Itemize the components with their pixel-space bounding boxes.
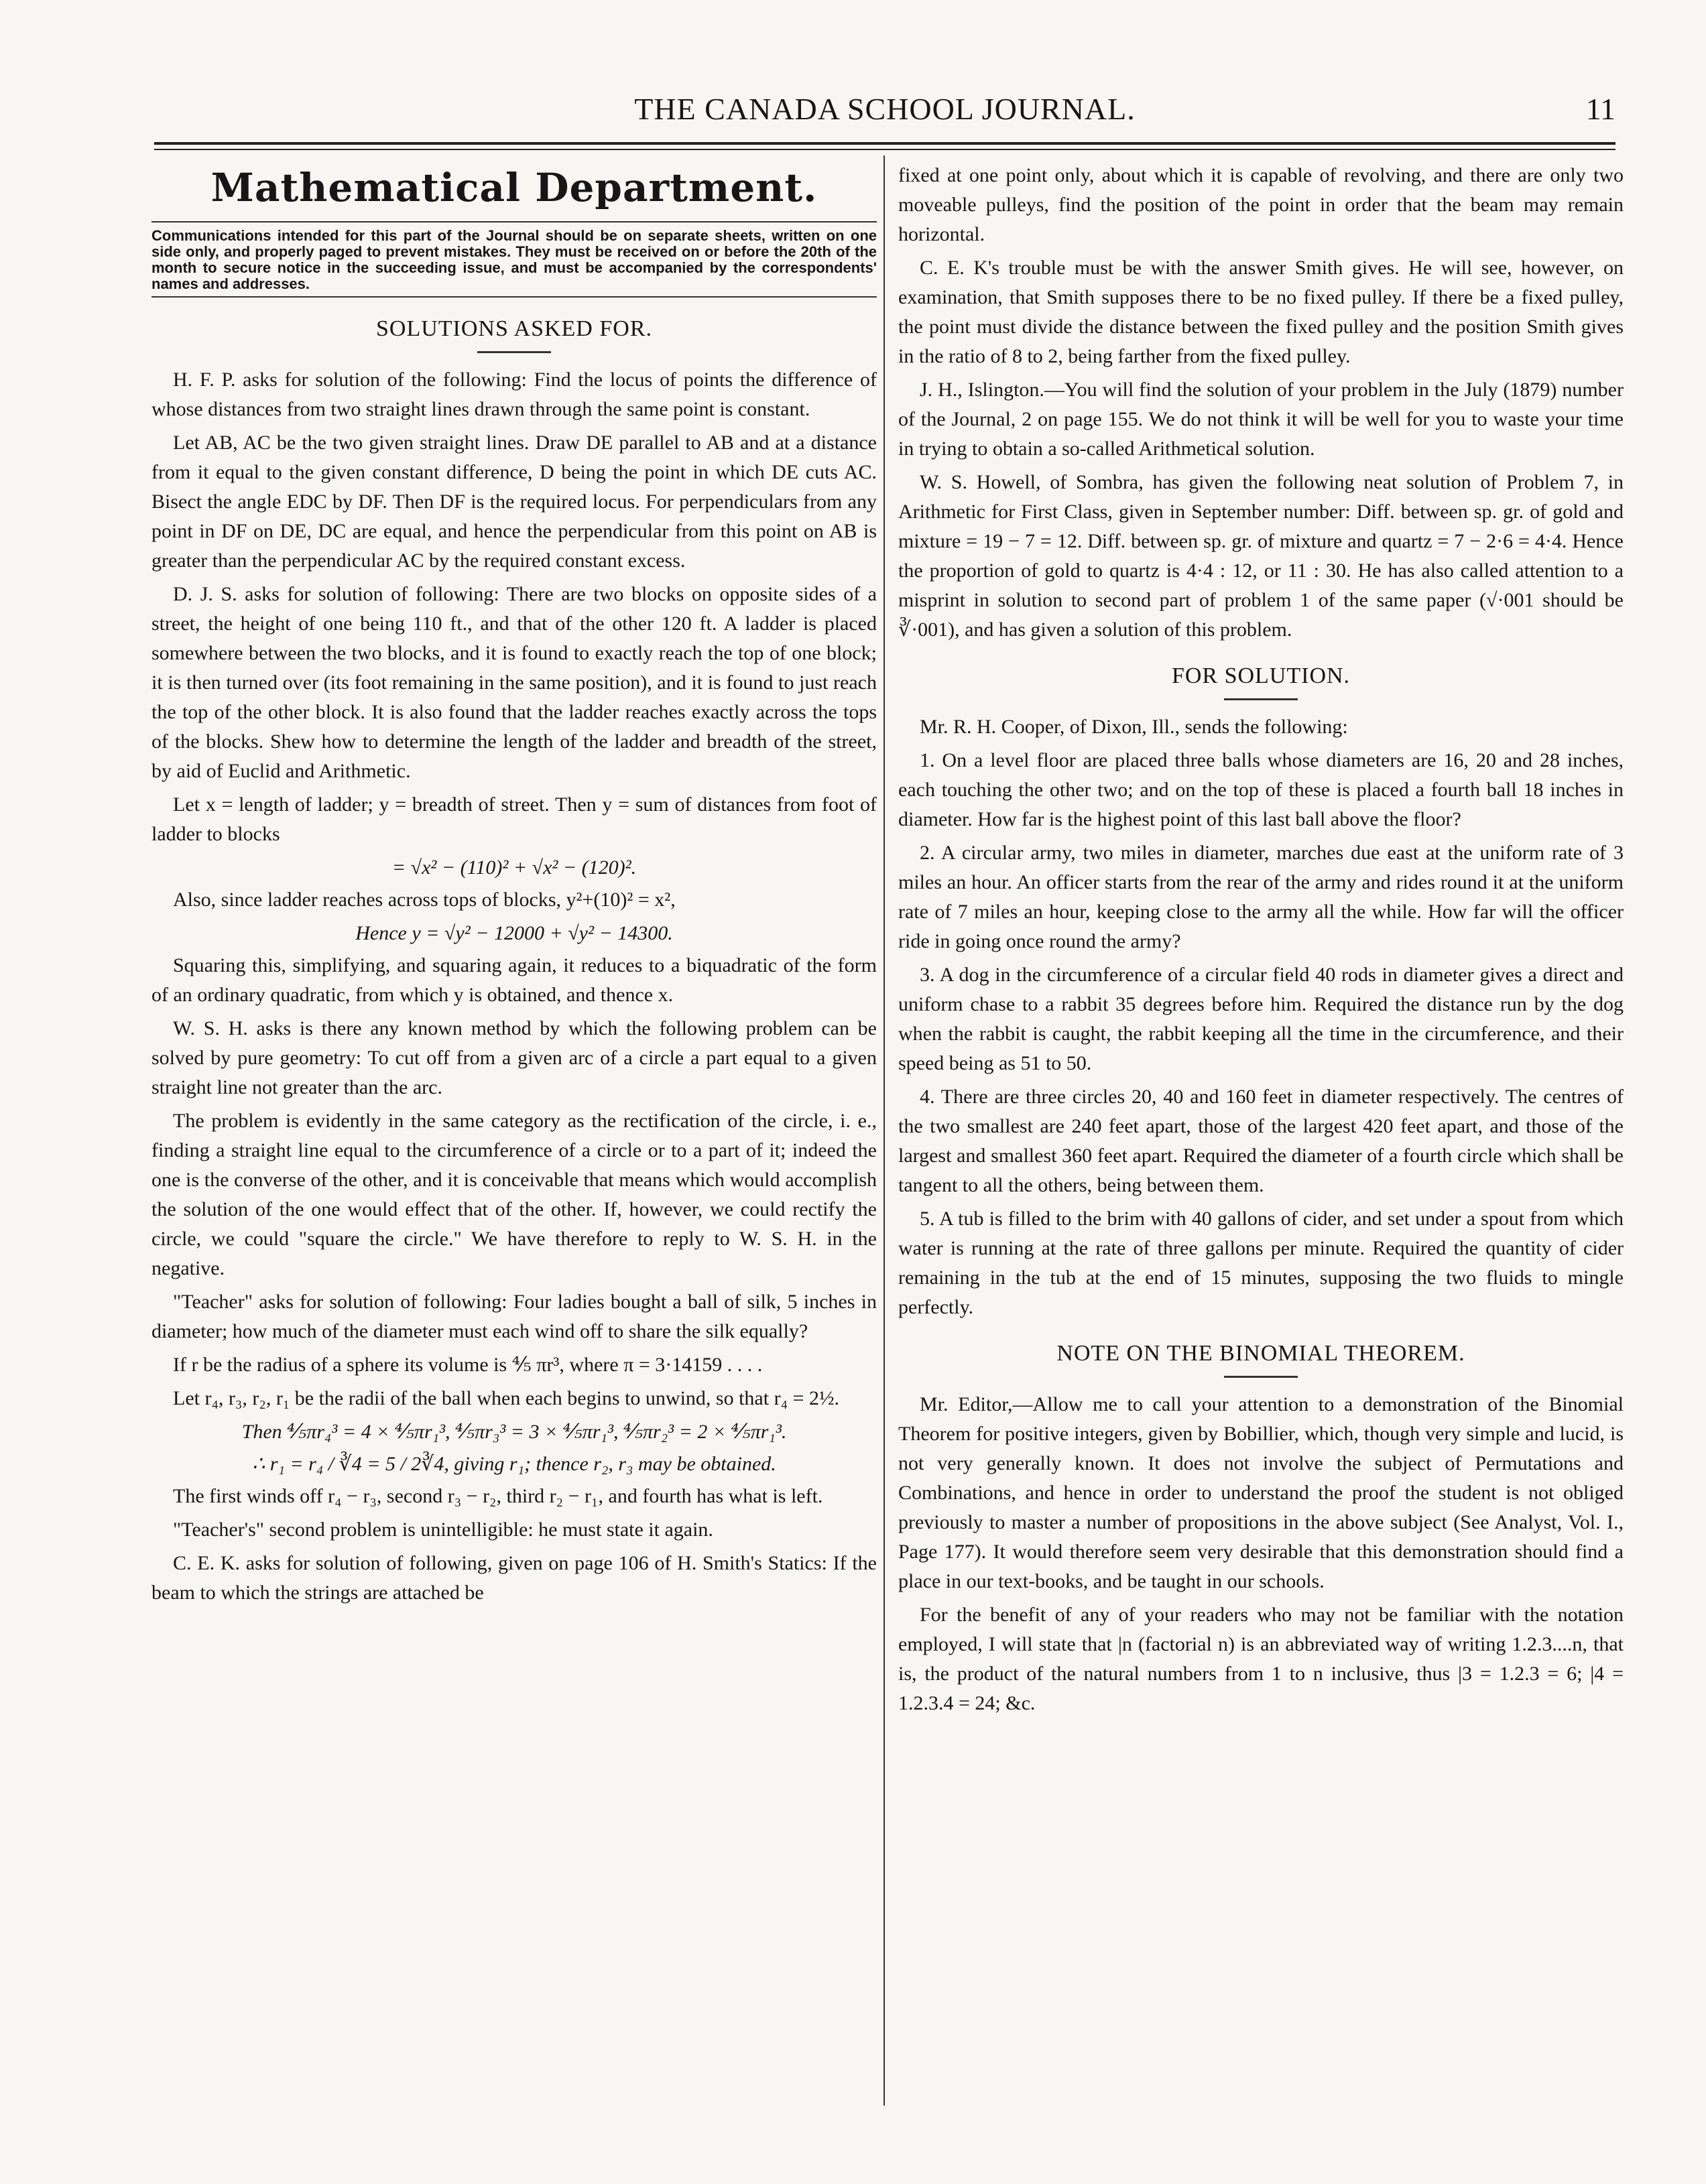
paragraph: Squaring this, simplifying, and squaring again, it reduces to a biquadratic of the form of an ordinary quadratic, from which y is obtained, and thence x. xyxy=(151,954,877,1006)
journal-title: THE CANADA SCHOOL JOURNAL. xyxy=(634,92,1136,126)
section-rule xyxy=(1224,1376,1298,1378)
equation: Hence y = √y² − 12000 + √y² − 14300. xyxy=(355,922,673,944)
paragraph: C. E. K. asks for solution of following, given on page 106 of H. Smith's Statics: If the beam to which the strings are attached be xyxy=(151,1552,877,1604)
paragraph: W. S. Howell, of Sombra, has given the following neat solution of Problem 7, in Arithmetic for First Class, given in September number: Diff. between sp. gr. of gold and mixture = 19 − 7 = 12. Diff. between sp. gr. of mixture and quartz = 7 − 2·6 = 4·4. Hence the proportion of gold to quartz is 4·4 : 12, or 11 : 30. He has also called attention to a misprint in solution to second part of problem 1 of the same paper (√·001 should be ∛·001), and has given a solution of this problem. xyxy=(898,471,1624,641)
column-divider xyxy=(884,155,885,2106)
paragraph: Also, since ladder reaches across tops of blocks, y²+(10)² = x², xyxy=(173,889,676,911)
header-rule-thin xyxy=(154,149,1616,150)
header-rule xyxy=(154,142,1616,145)
right-column xyxy=(898,161,1624,1722)
paragraph: Mr. Editor,—Allow me to call your attention to a demonstration of the Binomial Theorem for positive integers, given by Bobillier, which, though very simple and lucid, is not very generally known. It does not involve the subject of Permutations and Combinations, and hence in order to understand the proof the student is not obliged previously to master a number of propositions in the above subject (See Analyst, Vol. I., Page 177). It would therefore seem very desirable that this demonstration should find a place in our text-books, and be taught in our schools. xyxy=(898,1393,1624,1592)
problem-item: 2. A circular army, two miles in diameter, marches due east at the uniform rate of 3 miles an hour. An officer starts from the rear of the army and rides round it at the uniform rate of 7 miles an hour, keeping close to the army all the while. How far will the officer ride in going once round the army? xyxy=(898,842,1624,952)
page-number: 11 xyxy=(1585,92,1616,126)
paragraph: H. F. P. asks for solution of the following: Find the locus of points the difference of whose distances from two straight lines drawn through the same point is constant. xyxy=(151,369,877,420)
paragraph: D. J. S. asks for solution of following: There are two blocks on opposite sides of a street, the height of one being 110 ft., and that of the other 120 ft. A ladder is placed somewhere between the two blocks, and it is found to exactly reach the top of one block; it is then turned over (its foot remaining in the same position), and it is found to just reach the top of the other block. It is also found that the ladder reaches exactly across the tops of the blocks. Shew how to determine the length of the ladder and breadth of the street, by aid of Euclid and Arithmetic. xyxy=(151,583,877,782)
problem-item: 3. A dog in the circumference of a circular field 40 rods in diameter gives a direct and uniform chase to a rabbit 35 degrees before him. Required the distance run by the dog when the rabbit is caught, the rabbit keeping all the time in the circumference, and their speed being as 51 to 50. xyxy=(898,964,1624,1074)
section-heading-binomial: NOTE ON THE BINOMIAL THEOREM. xyxy=(1056,1341,1465,1366)
section-heading-for-solution: FOR SOLUTION. xyxy=(1171,663,1351,688)
problem-item: 1. On a level floor are placed three balls whose diameters are 16, 20 and 28 inches, each touching the other two; and on the top of these is placed a fourth ball 18 inches in diameter. How far is the highest point of this last ball above the floor? xyxy=(898,749,1624,830)
paragraph: Let x = length of ladder; y = breadth of street. Then y = sum of distances from foot of ladder to blocks xyxy=(151,793,877,845)
paragraph: Mr. R. H. Cooper, of Dixon, Ill., sends the following: xyxy=(920,716,1348,738)
paragraph: J. H., Islington.—You will find the solution of your problem in the July (1879) number of the Journal, 2 on page 155. We do not think it will be well for you to waste your time in trying to obtain a so-called Arithmetical solution. xyxy=(898,379,1624,460)
section-rule xyxy=(477,351,551,353)
paragraph: fixed at one point only, about which it is capable of revolving, and there are only two moveable pulleys, find the position of the point in order that the beam may remain horizontal. xyxy=(898,164,1624,245)
equation: = √x² − (110)² + √x² − (120)². xyxy=(391,856,637,879)
section-rule xyxy=(1224,698,1298,700)
submission-notice: Communications intended for this part of the Journal should be on separate sheets, written on one side only, and properly paged to prevent mistakes. They must be received on or before the 20th of the month to secure notice in the succeeding issue, and must be accompanied by the correspondents' names and addresses. xyxy=(151,221,877,292)
paragraph: "Teacher's" second problem is unintelligible: he must state it again. xyxy=(173,1519,713,1541)
left-column xyxy=(151,161,877,1612)
paragraph: W. S. H. asks is there any known method by which the following problem can be solved by pure geometry: To cut off from a given arc of a circle a part equal to a given straight line not greater than the arc. xyxy=(151,1017,877,1098)
equation: ∴ r₁ = r₄ / ∛4 = 5 / 2∛4, giving r₁; thence r₂, r₃ may be obtained. xyxy=(252,1453,776,1475)
department-title: Mathematical Department. xyxy=(210,165,818,210)
paragraph: If r be the radius of a sphere its volume is ⅘ πr³, where π = 3·14159 . . . . xyxy=(173,1354,763,1376)
paragraph: "Teacher" asks for solution of following: Four ladies bought a ball of silk, 5 inches in diameter; how much of the diameter must each wind off to share the silk equally? xyxy=(151,1291,877,1342)
notice-rule xyxy=(151,296,877,298)
running-head xyxy=(154,86,1616,139)
section-heading-solutions-asked: SOLUTIONS ASKED FOR. xyxy=(376,316,652,341)
problem-item: 4. There are three circles 20, 40 and 160 feet in diameter respectively. The centres of the two smallest are 240 feet apart, those of the largest 420 feet apart, and those of the largest and smallest 360 feet apart. Required the diameter of a fourth circle which shall be tangent to all the others, being between them. xyxy=(898,1086,1624,1196)
equation: Then ⅘πr₄³ = 4 × ⅘πr₁³, ⅘πr₃³ = 3 × ⅘πr₁³, ⅘πr₂³ = 2 × ⅘πr₁³. xyxy=(241,1421,787,1443)
paragraph: The first winds off r₄ − r₃, second r₃ − r₂, third r₂ − r₁, and fourth has what is left. xyxy=(173,1485,823,1507)
paragraph: For the benefit of any of your readers who may not be familiar with the notation employed, I will state that |n (factorial n) is an abbreviated way of writing 1.2.3....n, that is, the product of the natural numbers from 1 to n inclusive, thus |3 = 1.2.3 = 6; |4 = 1.2.3.4 = 24; &c. xyxy=(898,1604,1624,1714)
paragraph: C. E. K's trouble must be with the answer Smith gives. He will see, however, on examination, that Smith supposes there to be no fixed pulley. If there be a fixed pulley, the point must divide the distance between the fixed pulley and the position Smith gives in the ratio of 8 to 2, being farther from the fixed pulley. xyxy=(898,257,1624,367)
paragraph: Let r₄, r₃, r₂, r₁ be the radii of the ball when each begins to unwind, so that r₄ = 2½. xyxy=(173,1387,839,1409)
paragraph: The problem is evidently in the same category as the rectification of the circle, i. e., finding a straight line equal to the circumference of a circle or to a part of it; indeed the one is the converse of the other, and it is conceivable that means which would accomplish the solution of the one would effect that of the other. If, however, we could rectify the circle, we could "square the circle." We have therefore to reply to W. S. H. in the negative. xyxy=(151,1110,877,1279)
paragraph: Let AB, AC be the two given straight lines. Draw DE parallel to AB and at a distance from it equal to the given constant difference, D being the point in which DE cuts AC. Bisect the angle EDC by DF. Then DF is the required locus. For perpendiculars from any point in DF on DE, DC are equal, and hence the perpendicular from this point on AB is greater than the perpendicular AC by the required constant excess. xyxy=(151,432,877,572)
problem-item: 5. A tub is filled to the brim with 40 gallons of cider, and set under a spout from which water is running at the rate of three gallons per minute. Required the quantity of cider remaining in the tub at the end of 15 minutes, supposing the two fluids to mingle perfectly. xyxy=(898,1208,1624,1318)
